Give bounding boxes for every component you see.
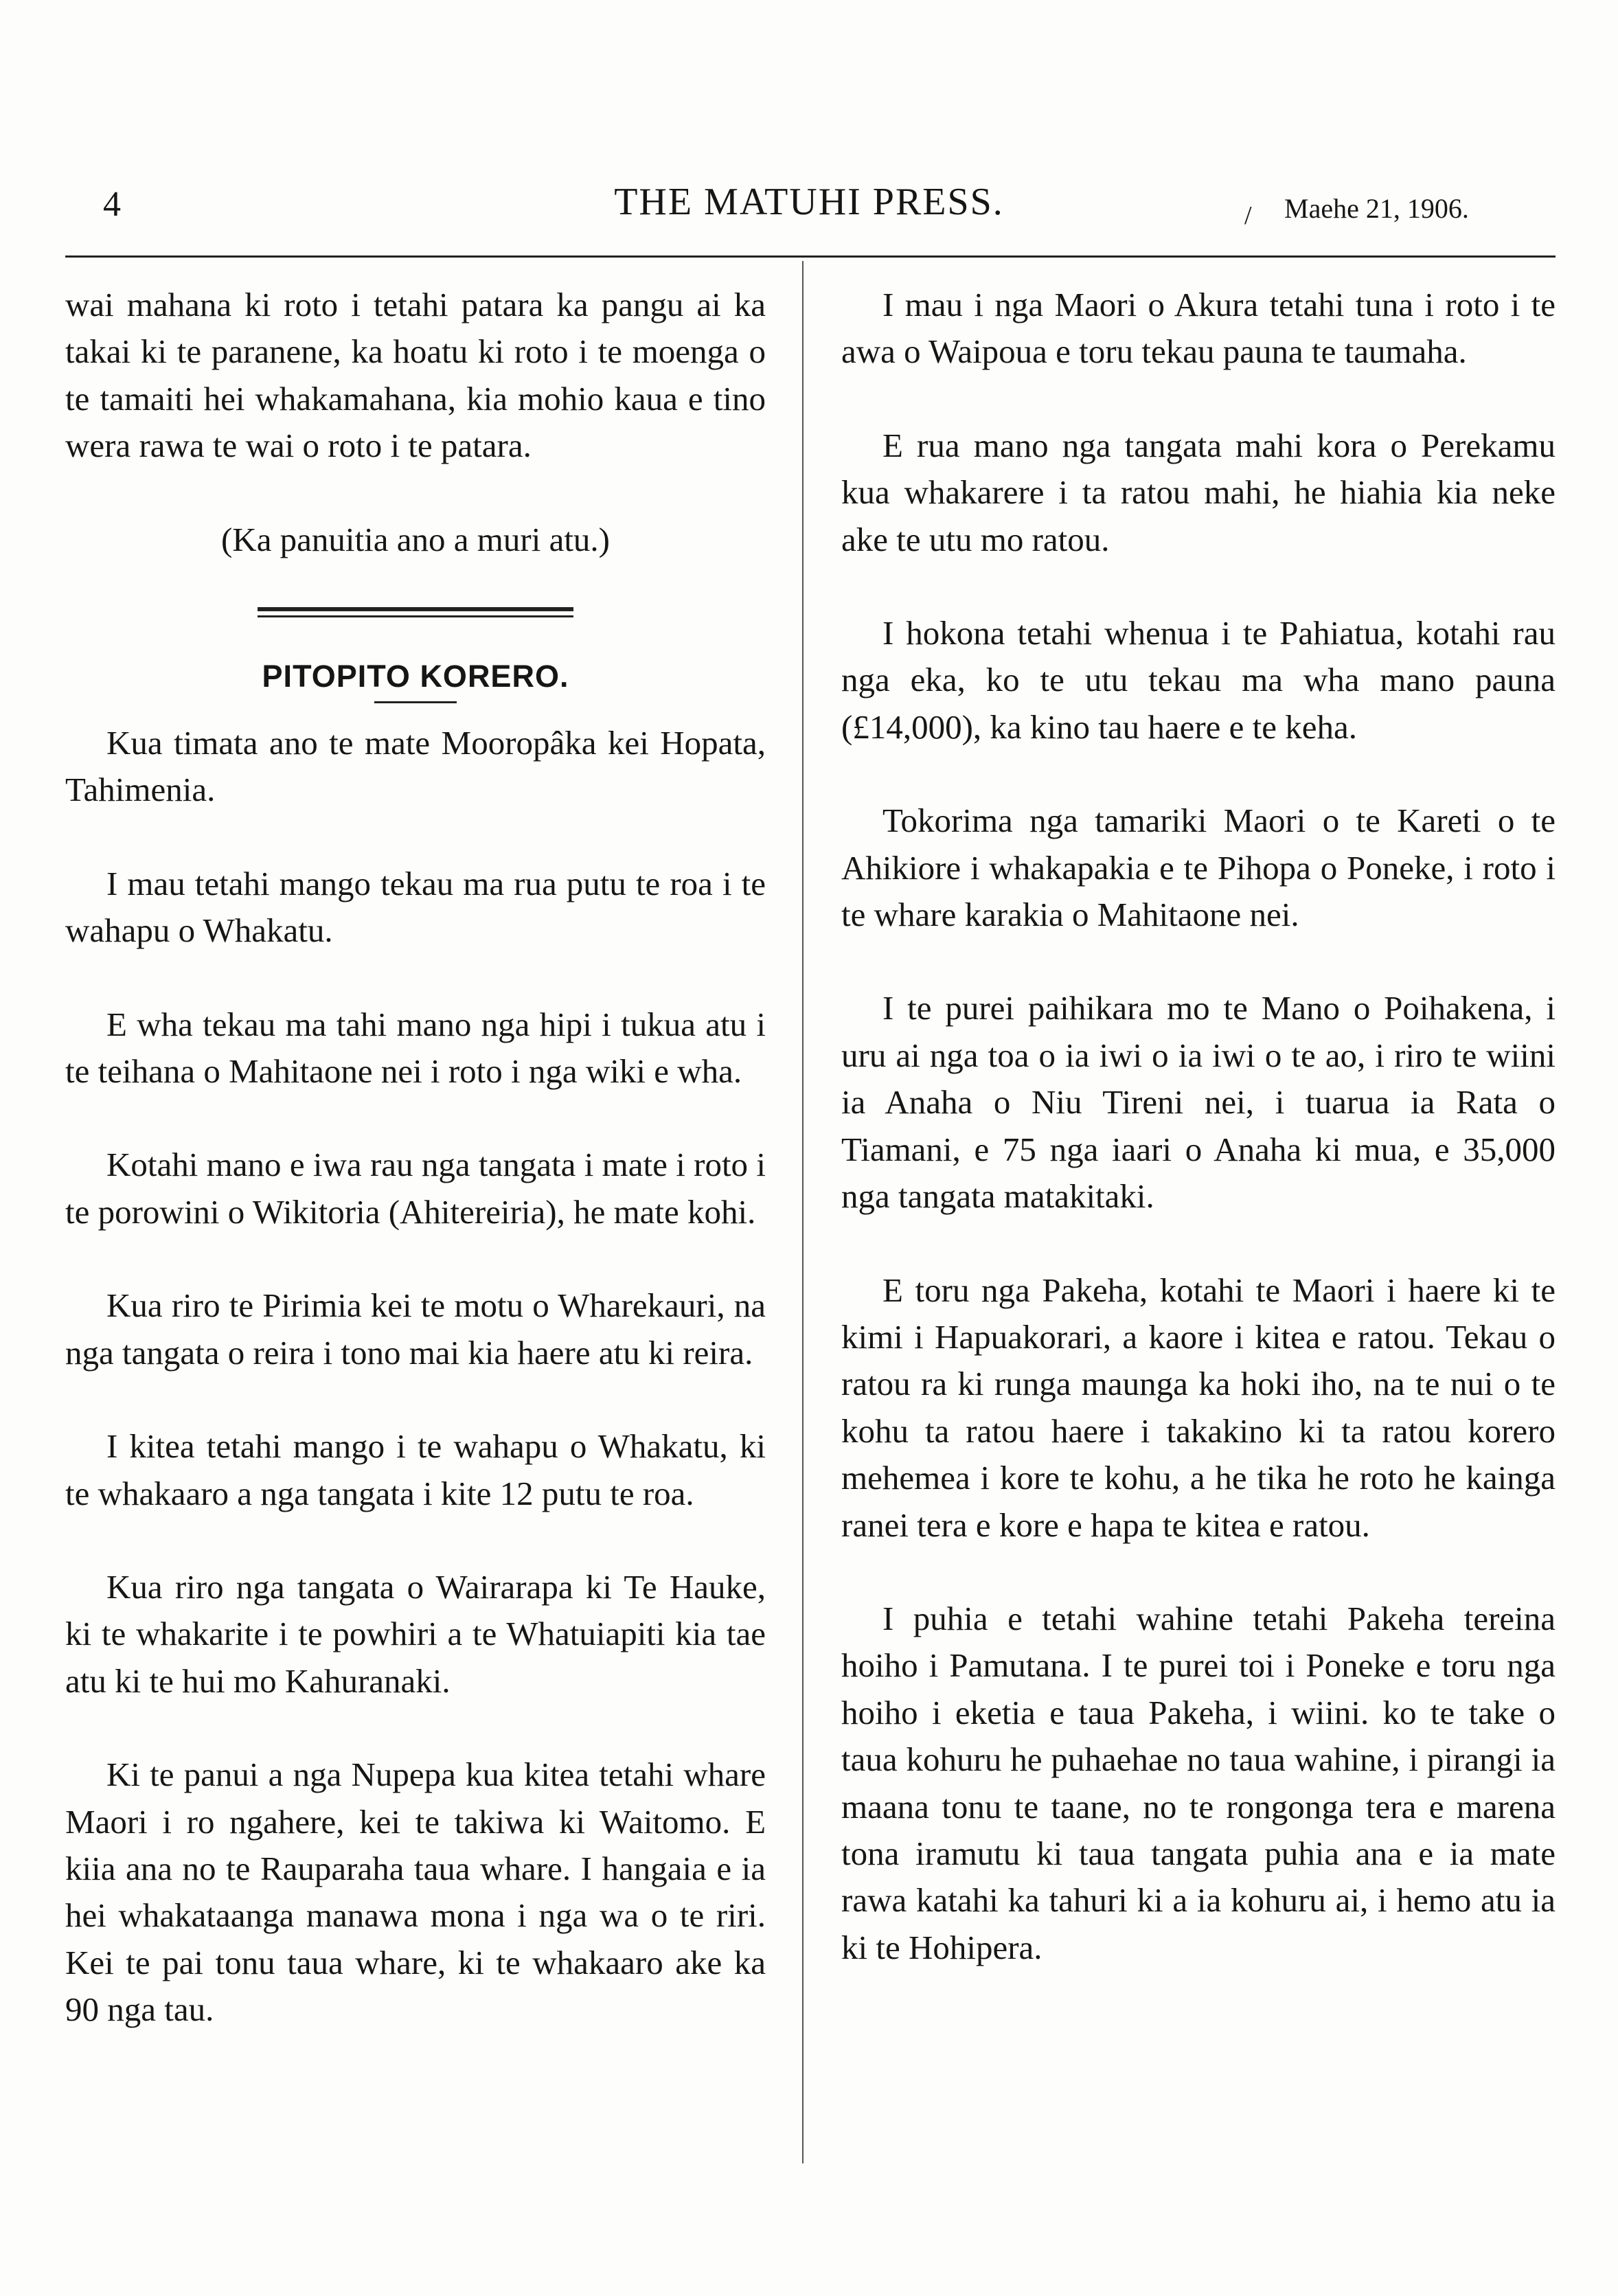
page-header [0,0,1618,268]
news-item: I kitea tetahi mango i te wahapu o Whakatu, ki te whakaaro a nga tangata i kite 12 putu te roa. [65,1427,766,1512]
news-item: I te purei paihikara mo te Mano o Poihakena, i uru ai nga toa o ia iwi o ia iwi o te ao, i riro te wiini ia Anaha o Niu Tireni nei, i tuarua ia Rata o Tiamani, e 75 nga iaari o Anaha ki mua, e 35,000 nga tangata matakitaki. [841,989,1556,1216]
heading-underline [374,701,457,703]
continuation-note: (Ka panuitia ano a muri atu.) [220,520,610,558]
page-number: 4 [103,185,121,224]
news-item: Kotahi mano e iwa rau nga tangata i mate i roto i te porowini o Wikitoria (Ahitereiria), he mate kohi. [65,1146,766,1231]
news-item: E toru nga Pakeha, kotahi te Maori i haere ki te kimi i Hapuakorari, a kaore i kitea e ratou. Tekau o ratou ra ki runga maunga ka hoki iho, na te nui o te kohu ta ratou haere i takakino ki ta ratou korero mehemea i kore te kohu, a he tika he roto he kainga ranei tera e kore e hapa te kitea e ratou. [841,1271,1556,1544]
news-item: I puhia e tetahi wahine tetahi Pakeha tereina hoiho i Pamutana. I te purei toi i Poneke e toru nga hoiho i eketia e taua Pakeha, i wiini. ko te take o taua kohuru he puhaehae no taua wahine, i pirangi ia maana tonu te taane, no te rongonga tera e marena tona iramutu ki taua tangata puhia ana e ia mate rawa katahi ka tahuri ki a ia kohuru ai, i hemo atu ia ki te Hohipera. [841,1599,1556,1966]
left-column [65,282,766,2080]
news-item: E wha tekau ma tahi mano nga hipi i tukua atu i te teihana o Mahitaone nei i roto i nga wiki e wha. [65,1005,766,1091]
header-rule [65,255,1556,258]
news-item: I mau i nga Maori o Akura tetahi tuna i roto i te awa o Waipoua e toru tekau pauna te taumaha. [841,286,1556,371]
date-mark: / [1244,201,1252,230]
continued-paragraph: wai mahana ki roto i tetahi patara ka pangu ai ka takai ki te paranene, ka hoatu ki roto i te moenga o te tamaiti hei whakamahana, kia mohio kaua e tino wera rawa te wai o roto i te patara. [65,286,766,465]
news-item: E rua mano nga tangata mahi kora o Perekamu kua whakarere i ta ratou mahi, he hiahia kia neke ake te utu mo ratou. [841,426,1556,558]
news-item: Ki te panui a nga Nupepa kua kitea tetahi whare Maori i ro ngahere, kei te takiwa ki Waitomo. E kiia ana no te Rauparaha taua whare. I hangaia e ia hei whakataanga manawa mona i nga wa o te riri. Kei te pai tonu taua whare, ki te whakaaro ake ka 90 nga tau. [65,1755,766,2029]
news-item: Kua riro nga tangata o Wairarapa ki Te Hauke, ki te whakarite i te powhiri a te Whatuiapiti kia tae atu ki te hui mo Kahuranaki. [65,1567,766,1700]
news-item: I mau tetahi mango tekau ma rua putu te roa i te wahapu o Whakatu. [65,864,766,950]
news-item: Tokorima nga tamariki Maori o te Kareti o te Ahikiore i whakapakia e te Pihopa o Poneke, i roto i te whare karakia o Mahitaone nei. [841,802,1556,934]
right-column [841,282,1556,2018]
section-divider [258,607,573,617]
news-item: Kua timata ano te mate Mooropâka kei Hopata, Tahimenia. [65,724,766,809]
news-item: I hokona tetahi whenua i te Pahiatua, kotahi rau nga eka, ko te utu tekau ma wha mano pauna (£14,000), ka kino tau haere e te keha. [841,614,1556,746]
issue-date: Maehe 21, 1906. [1284,193,1469,224]
column-divider [802,261,804,2163]
news-item: Kua riro te Pirimia kei te motu o Wharekauri, na nga tangata o reira i tono mai kia haere atu ki reira. [65,1286,766,1372]
newspaper-title: THE MATUHI PRESS. [614,181,1004,223]
section-heading: PITOPITO KORERO. [262,659,569,694]
